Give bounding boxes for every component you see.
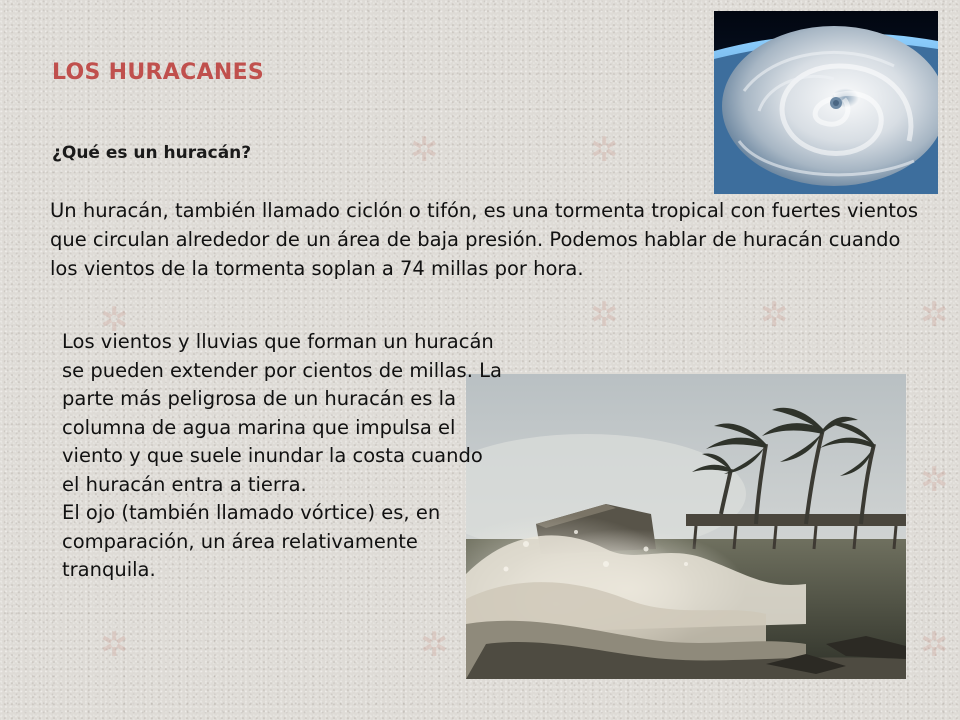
slide-title: LOS HURACANES bbox=[52, 60, 265, 85]
background-watermark-icon: ✲ bbox=[590, 130, 619, 170]
body-text-block bbox=[62, 328, 502, 585]
storm-surge-image bbox=[466, 374, 906, 679]
intro-paragraph: Un huracán, también llamado ciclón o tifón, es una tormenta tropical con fuertes vientos que circulan alrededor de un área de baja presión. Podemos hablar de huracán cuando los vientos de la tormenta soplan a 74 millas por hora. bbox=[50, 199, 918, 280]
hurricane-satellite-image bbox=[714, 11, 938, 194]
background-watermark-icon: ✲ bbox=[100, 625, 129, 665]
body-paragraph-surge: Los vientos y lluvias que forman un huracán se pueden extender por cientos de millas. La parte más peligrosa de un huracán es la columna de agua marina que impulsa el viento y que suele inundar la costa cuando el huracán entra a tierra. bbox=[62, 330, 502, 496]
slide-subtitle: ¿Qué es un huracán? bbox=[52, 143, 252, 163]
body-paragraph-eye: El ojo (también llamado vórtice) es, en comparación, un área relativamente tranquila. bbox=[62, 501, 441, 581]
background-watermark-icon: ✲ bbox=[410, 130, 439, 170]
background-watermark-icon: ✲ bbox=[920, 460, 949, 500]
background-watermark-icon: ✲ bbox=[920, 295, 949, 335]
background-watermark-icon: ✲ bbox=[760, 295, 789, 335]
background-watermark-icon: ✲ bbox=[100, 300, 129, 340]
background-watermark-icon: ✲ bbox=[590, 295, 619, 335]
background-watermark-icon: ✲ bbox=[920, 625, 949, 665]
background-watermark-icon: ✲ bbox=[420, 625, 449, 665]
